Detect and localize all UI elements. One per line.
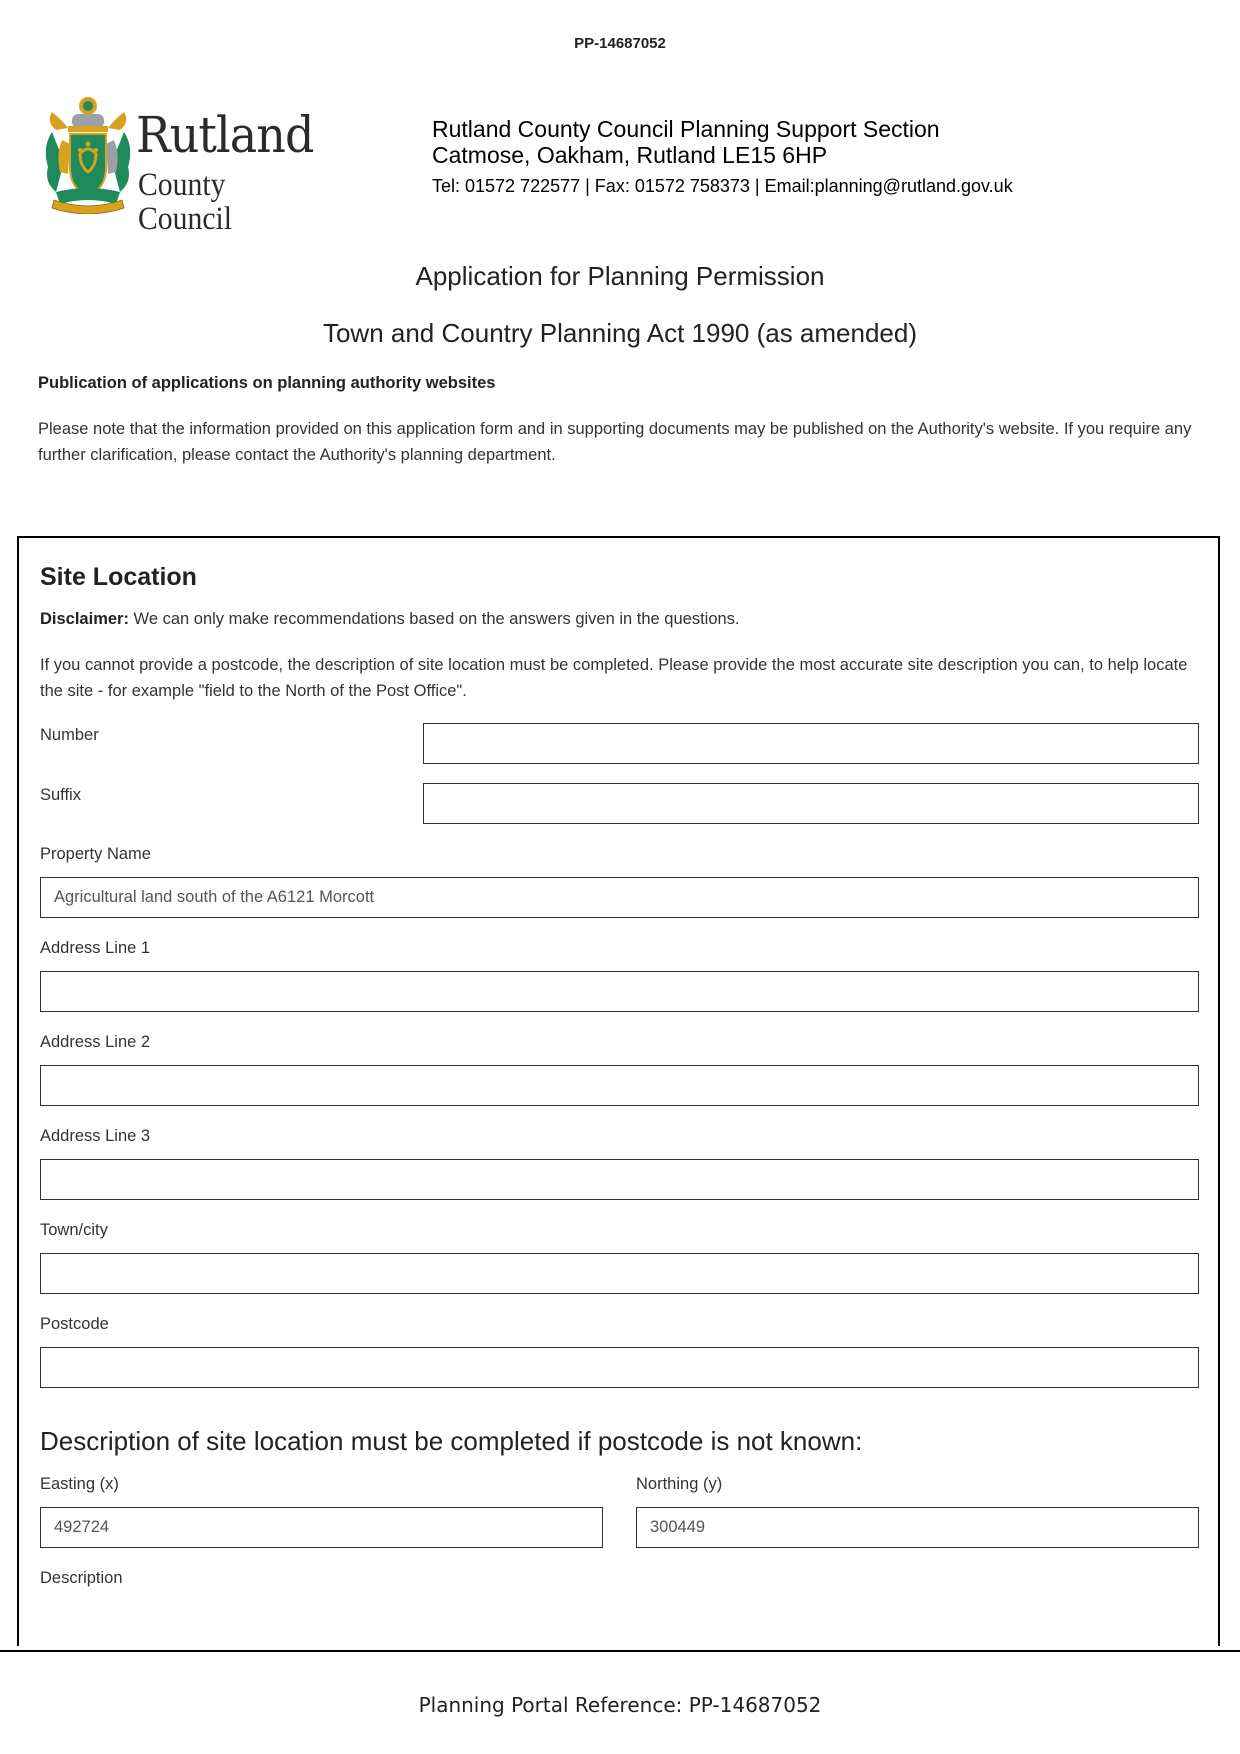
- address-line-3-label: Address Line 3: [40, 1127, 151, 1145]
- northing-field[interactable]: 300449: [636, 1507, 1199, 1548]
- disclaimer-label: Disclaimer:: [40, 610, 129, 628]
- address-line-1-label: Address Line 1: [40, 939, 151, 957]
- logo-text-rutland: Rutland: [136, 106, 314, 164]
- postcode-label: Postcode: [40, 1315, 109, 1333]
- address-line-3-field[interactable]: [40, 1159, 1199, 1200]
- property-name-label: Property Name: [40, 845, 151, 863]
- town-city-field[interactable]: [40, 1253, 1199, 1294]
- suffix-label: Suffix: [40, 786, 81, 804]
- document-title: Application for Planning Permission: [415, 261, 825, 291]
- council-logo: [42, 92, 314, 237]
- northing-label: Northing (y): [636, 1475, 723, 1493]
- council-contact-block: [432, 116, 1132, 197]
- rutland-crest-icon: [42, 92, 134, 214]
- description-heading: Description of site location must be completed if postcode is not known:: [40, 1426, 863, 1456]
- logo-text-county-council: County Council: [138, 167, 233, 237]
- number-label: Number: [40, 726, 99, 744]
- council-contact: Tel: 01572 722577 | Fax: 01572 758373 | Email:planning@rutland.gov.uk: [432, 176, 1013, 196]
- postcode-field[interactable]: [40, 1347, 1199, 1388]
- easting-label: Easting (x): [40, 1475, 119, 1493]
- number-field[interactable]: [423, 723, 1199, 764]
- postcode-info-text: If you cannot provide a postcode, the description of site location must be completed. Please provide the most accurate site description you can, to help locate the site - for example "field to the North of the Post Office".: [40, 656, 1188, 700]
- suffix-field[interactable]: [423, 783, 1199, 824]
- publication-heading: Publication of applications on planning authority websites: [38, 374, 496, 392]
- property-name-field[interactable]: Agricultural land south of the A6121 Morcott: [40, 877, 1199, 918]
- footer-divider: [0, 1650, 1240, 1652]
- address-line-2-field[interactable]: [40, 1065, 1199, 1106]
- easting-field[interactable]: 492724: [40, 1507, 603, 1548]
- town-city-label: Town/city: [40, 1221, 108, 1239]
- document-subtitle: Town and Country Planning Act 1990 (as amended): [322, 318, 918, 348]
- address-line-2-label: Address Line 2: [40, 1033, 151, 1051]
- disclaimer-text: We can only make recommendations based on the answers given in the questions.: [128, 610, 740, 628]
- address-line-1-field[interactable]: [40, 971, 1199, 1012]
- council-address: Catmose, Oakham, Rutland LE15 6HP: [432, 142, 828, 168]
- disclaimer: [40, 610, 740, 629]
- section-title: Site Location: [40, 563, 197, 591]
- page-reference: PP-14687052: [574, 35, 666, 52]
- publication-text: Please note that the information provided on this application form and in supporting documents may be published on the Authority's website. If you require any further clarification, please contact the Authority's planning department.: [38, 420, 1192, 464]
- council-name: Rutland County Council Planning Support Section: [432, 116, 940, 142]
- footer-reference: Planning Portal Reference: PP-14687052: [418, 1693, 822, 1717]
- description-label: Description: [40, 1569, 123, 1587]
